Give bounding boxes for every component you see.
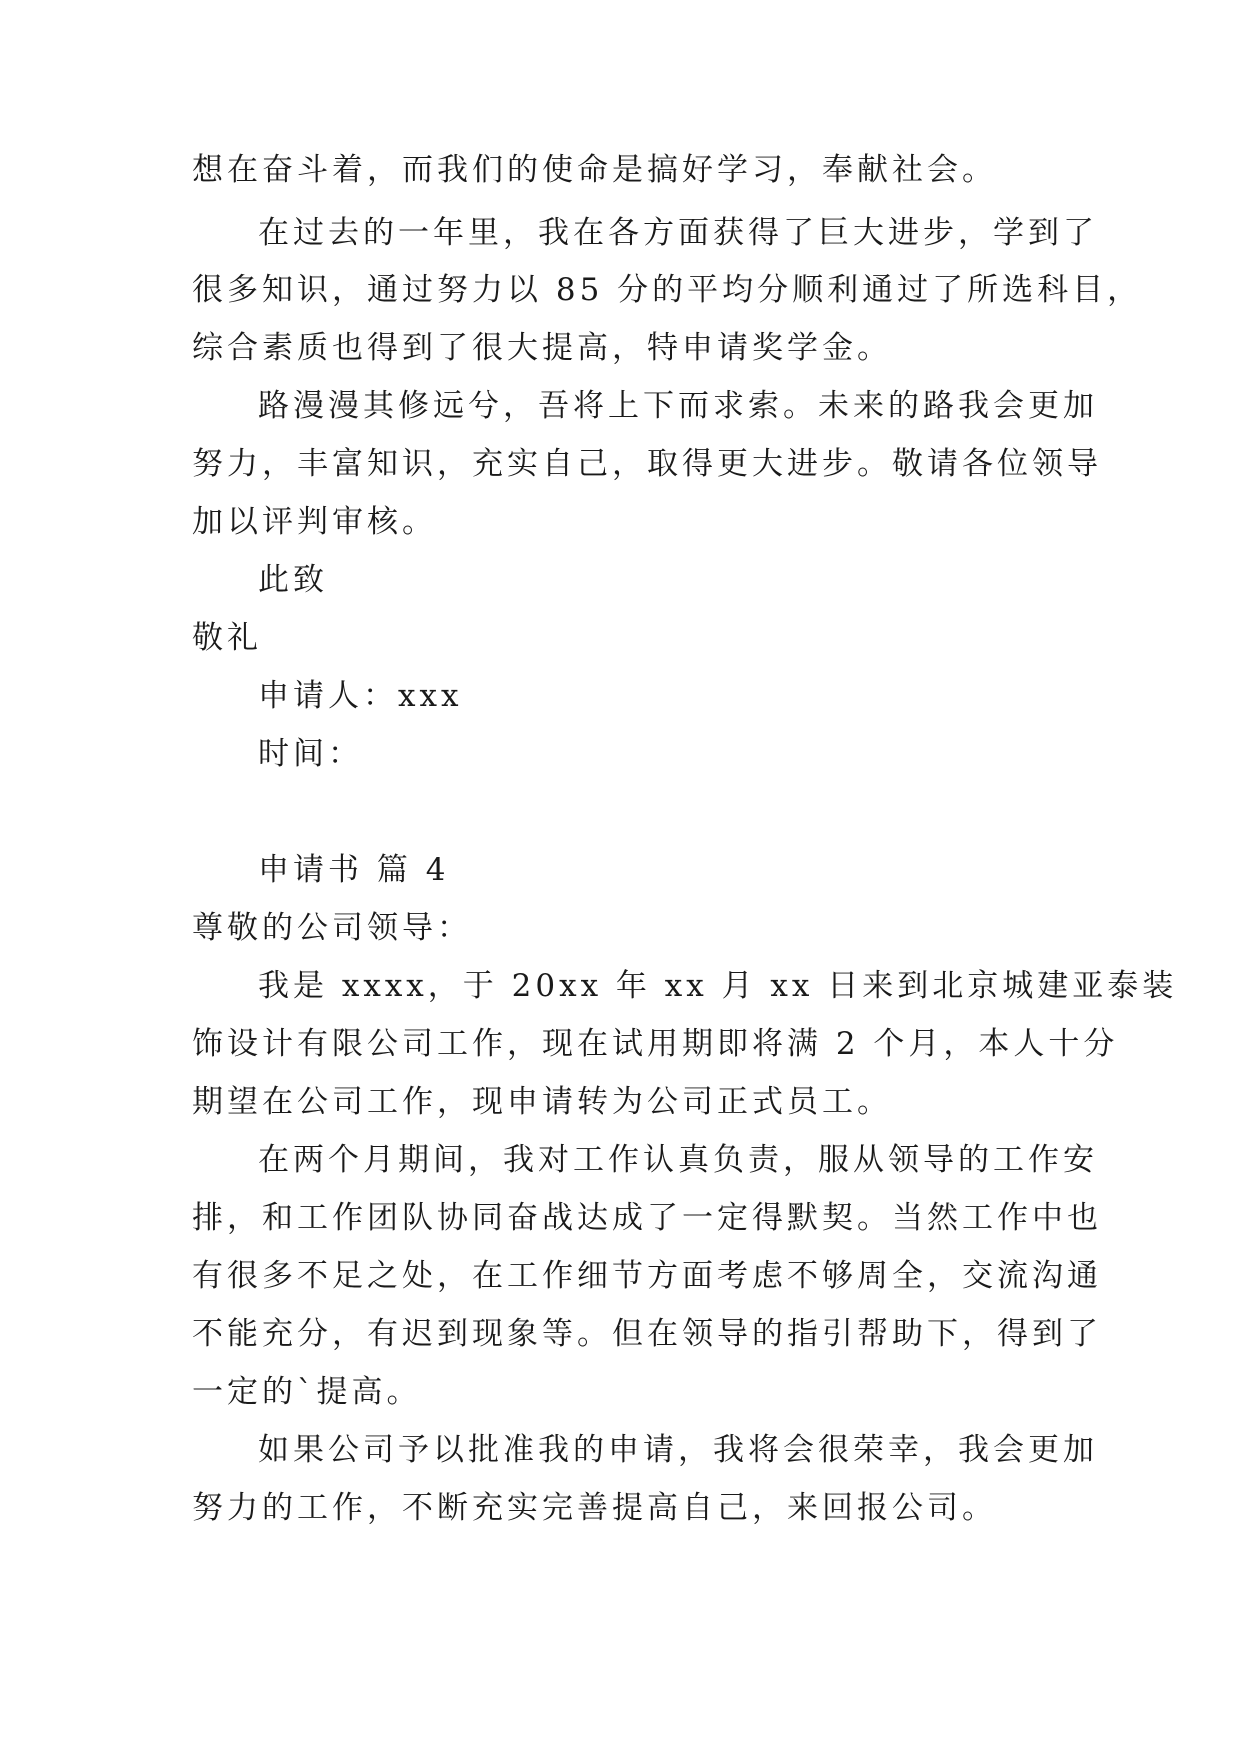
closing-salutation: 此致 (258, 562, 328, 598)
paragraph-line: 想在奋斗着，而我们的使命是搞好学习，奉献社会。 (192, 152, 997, 188)
paragraph-line: 我是 xxxx，于 20xx 年 xx 月 xx 日来到北京城建亚泰装 (258, 968, 1178, 1004)
paragraph-line: 在过去的一年里，我在各方面获得了巨大进步，学到了 (258, 215, 1098, 251)
paragraph-line: 努力，丰富知识，充实自己，取得更大进步。敬请各位领导 (192, 446, 1102, 482)
paragraph-line: 不能充分，有迟到现象等。但在领导的指引帮助下，得到了 (192, 1316, 1102, 1352)
paragraph-line: 综合素质也得到了很大提高，特申请奖学金。 (192, 330, 892, 366)
paragraph-line: 如果公司予以批准我的申请，我将会很荣幸，我会更加 (258, 1432, 1098, 1468)
paragraph-line: 期望在公司工作，现申请转为公司正式员工。 (192, 1084, 892, 1120)
section-heading: 申请书 篇 4 (258, 852, 450, 888)
paragraph-line: 路漫漫其修远兮，吾将上下而求索。未来的路我会更加 (258, 388, 1098, 424)
paragraph-line: 在两个月期间，我对工作认真负责，服从领导的工作安 (258, 1142, 1098, 1178)
paragraph-line: 有很多不足之处，在工作细节方面考虑不够周全，交流沟通 (192, 1258, 1102, 1294)
paragraph-line: 饰设计有限公司工作，现在试用期即将满 2 个月，本人十分 (192, 1026, 1119, 1062)
date-line: 时间： (258, 736, 363, 772)
paragraph-line: 加以评判审核。 (192, 504, 437, 540)
paragraph-line: 排，和工作团队协同奋战达成了一定得默契。当然工作中也 (192, 1200, 1102, 1236)
paragraph-line: 努力的工作，不断充实完善提高自己，来回报公司。 (192, 1490, 997, 1526)
greeting-line: 尊敬的公司领导： (192, 910, 472, 946)
paragraph-line: 一定的`提高。 (192, 1374, 422, 1410)
paragraph-line: 很多知识，通过努力以 85 分的平均分顺利通过了所选科目， (192, 272, 1143, 308)
applicant-line: 申请人：xxx (258, 678, 463, 714)
closing-respect: 敬礼 (192, 620, 262, 656)
